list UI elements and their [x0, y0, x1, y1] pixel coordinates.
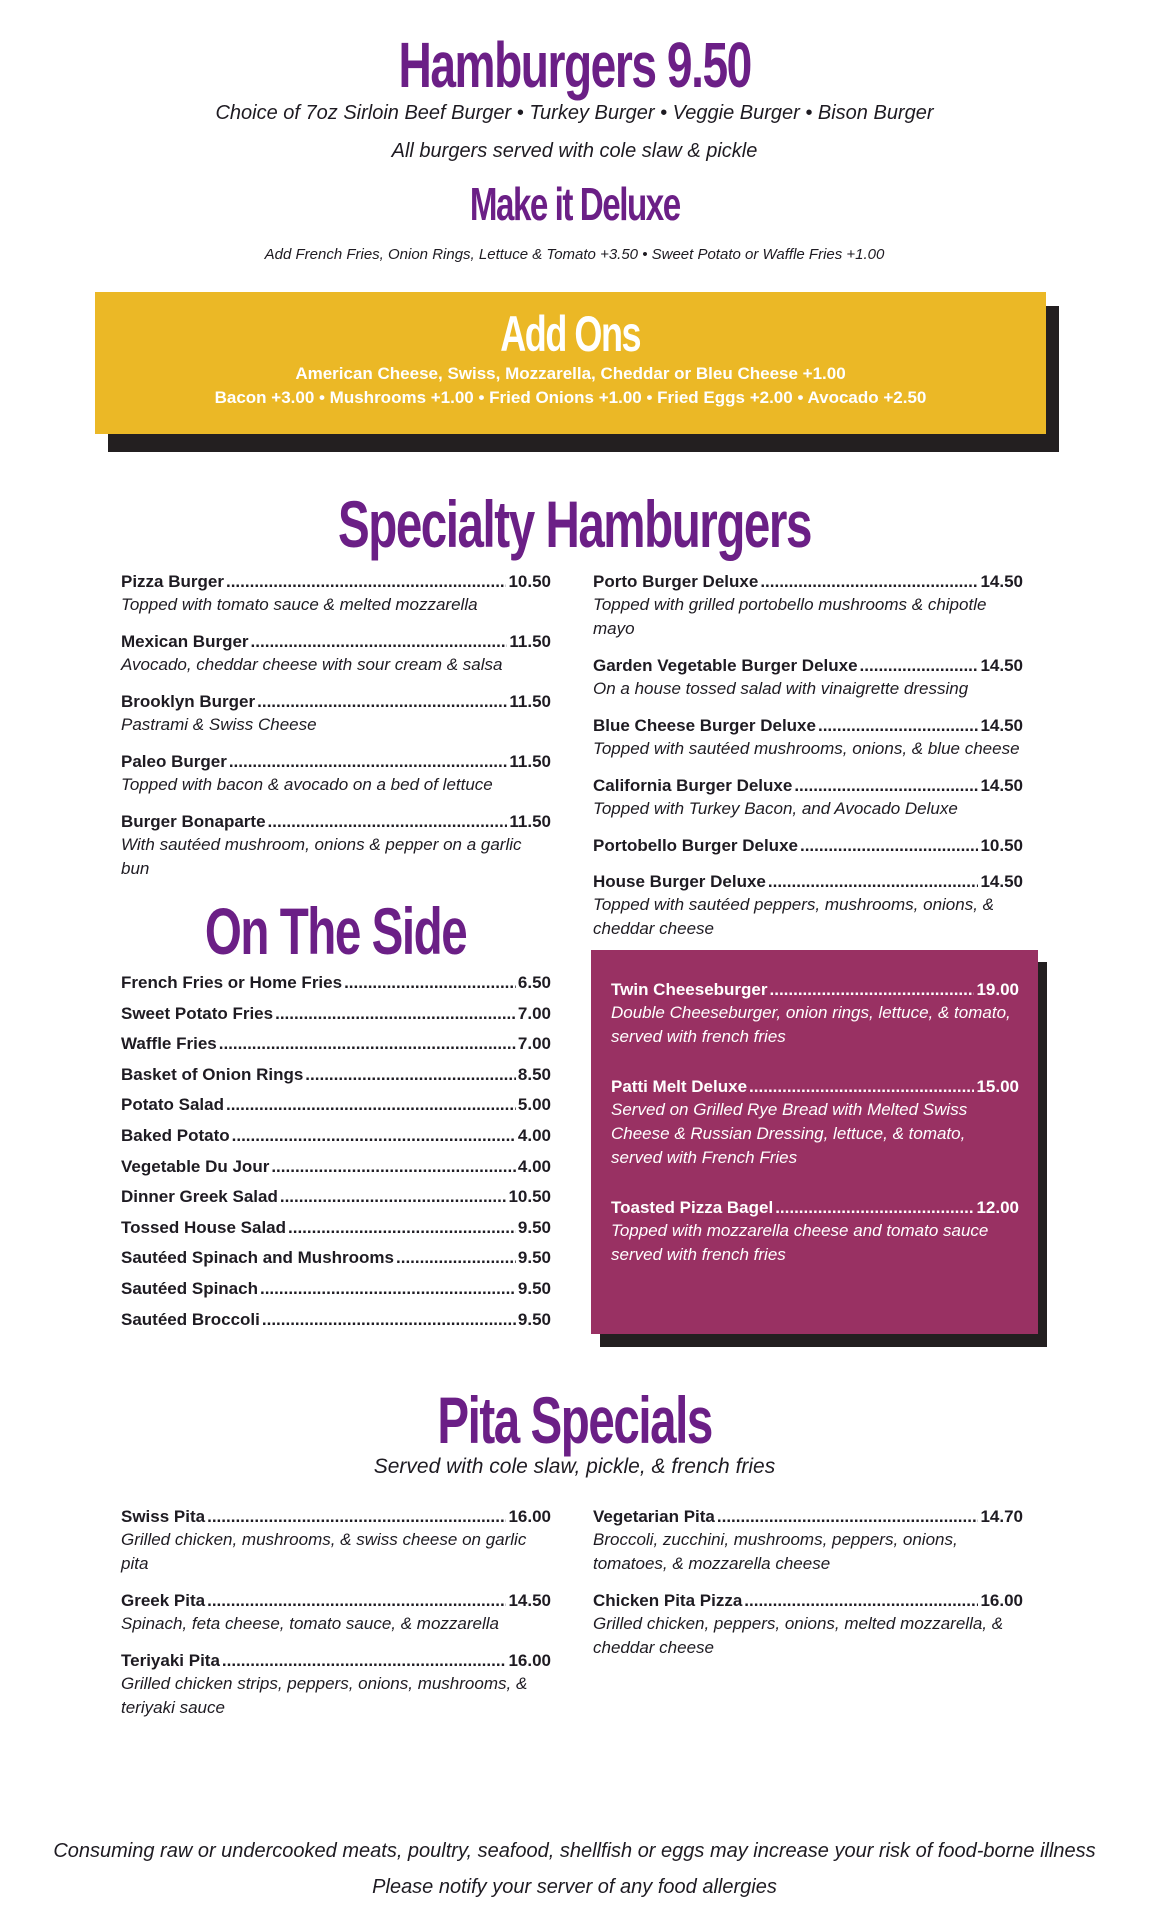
- menu-item: [121, 811, 551, 881]
- combo-list: [611, 979, 1019, 1294]
- menu-item: [121, 972, 551, 994]
- menu-item-row: [121, 571, 551, 593]
- menu-item-description: Served on Grilled Rye Bread with Melted Swiss Cheese & Russian Dressing, lettuce, & tomato, served with French Fries: [611, 1100, 968, 1167]
- dot-leader: [260, 1278, 516, 1300]
- menu-item-name: Blue Cheese Burger Deluxe: [593, 716, 816, 735]
- menu-item-row: [121, 691, 551, 713]
- menu-item-description: Double Cheeseburger, onion rings, lettuce, & tomato, served with french fries: [611, 1003, 1011, 1046]
- menu-item-description: Avocado, cheddar cheese with sour cream & salsa: [121, 655, 503, 674]
- dot-leader: [794, 775, 978, 797]
- menu-item: [121, 1033, 551, 1055]
- menu-item-price: 14.50: [980, 656, 1023, 675]
- specialty-title: Specialty Hamburgers: [338, 487, 811, 561]
- dot-leader: [280, 1186, 507, 1208]
- menu-item-name: Potato Salad: [121, 1095, 224, 1115]
- dot-leader: [749, 1076, 974, 1098]
- dot-leader: [860, 655, 979, 677]
- deluxe-note: Add French Fries, Onion Rings, Lettuce & Tomato +3.50 • Sweet Potato or Waffle Fries +1.00: [264, 246, 885, 263]
- pita-title: Pita Specials: [437, 1383, 712, 1457]
- menu-item-row: [121, 1278, 551, 1300]
- dot-leader: [226, 1094, 516, 1116]
- menu-item: [593, 655, 1023, 701]
- menu-item: [121, 1506, 551, 1576]
- menu-item-price: 9.50: [517, 1309, 551, 1329]
- menu-item-name: Paleo Burger: [121, 752, 227, 771]
- menu-item: [121, 1590, 551, 1636]
- menu-item-price: 11.50: [509, 632, 551, 651]
- pita-subtitle: Served with cole slaw, pickle, & french fries: [373, 1455, 776, 1478]
- menu-item-row: [593, 571, 1023, 593]
- dot-leader: [770, 979, 975, 1001]
- menu-item: [593, 1506, 1023, 1576]
- dot-leader: [305, 1064, 516, 1086]
- menu-item: [593, 775, 1023, 821]
- menu-item-row: [121, 1650, 551, 1672]
- menu-item-row: [121, 1064, 551, 1086]
- menu-item: [121, 1156, 551, 1178]
- menu-item-row: [121, 1186, 551, 1208]
- menu-item-name: Waffle Fries: [121, 1034, 217, 1054]
- dot-leader: [744, 1590, 978, 1612]
- deluxe-title: Make it Deluxe: [469, 178, 680, 230]
- menu-item: [611, 1197, 1019, 1267]
- menu-item: [121, 1278, 551, 1300]
- dot-leader: [717, 1506, 979, 1528]
- menu-item-name: Vegetable Du Jour: [121, 1156, 270, 1176]
- menu-item-row: [593, 715, 1023, 737]
- dot-leader: [800, 835, 978, 857]
- menu-item-price: 6.50: [517, 973, 551, 992]
- menu-item-price: 15.00: [976, 1077, 1019, 1096]
- menu-item-name: California Burger Deluxe: [593, 776, 793, 795]
- menu-item-row: [611, 1197, 1019, 1219]
- menu-item-name: Sautéed Spinach: [121, 1278, 258, 1298]
- menu-item-description: Spinach, feta cheese, tomato sauce, & mozzarella: [121, 1614, 499, 1633]
- menu-item-price: 11.50: [509, 692, 551, 711]
- menu-item: [611, 1076, 1019, 1170]
- menu-item-row: [611, 1076, 1019, 1098]
- dot-leader: [219, 1033, 516, 1055]
- menu-item-description: Topped with sautéed mushrooms, onions, & blue cheese: [593, 739, 1020, 758]
- menu-item: [593, 871, 1023, 941]
- dot-leader: [257, 691, 507, 713]
- menu-item-row: [121, 1094, 551, 1116]
- menu-item-price: 14.50: [980, 776, 1023, 795]
- menu-item-name: House Burger Deluxe: [593, 872, 766, 891]
- menu-item-name: Garden Vegetable Burger Deluxe: [593, 656, 858, 675]
- menu-item-row: [593, 655, 1023, 677]
- menu-item-name: Baked Potato: [121, 1125, 230, 1145]
- menu-item-price: 10.50: [508, 572, 551, 591]
- menu-item-price: 10.50: [508, 1187, 551, 1207]
- menu-item-description: On a house tossed salad with vinaigrette dressing: [593, 679, 969, 698]
- menu-item-name: Patti Melt Deluxe: [611, 1077, 748, 1096]
- menu-item-row: [121, 1506, 551, 1528]
- menu-item-price: 4.00: [517, 1125, 551, 1145]
- menu-item-row: [121, 1309, 551, 1331]
- menu-item-description: With sautéed mushroom, onions & pepper on a garlic bun: [121, 835, 522, 878]
- menu-item-price: 9.50: [517, 1217, 551, 1237]
- dot-leader: [222, 1650, 507, 1672]
- menu-item: [121, 1064, 551, 1086]
- menu-item-name: Twin Cheeseburger: [611, 980, 768, 999]
- menu-item-name: Greek Pita: [121, 1591, 206, 1610]
- menu-item-price: 14.70: [980, 1507, 1023, 1526]
- addons-line-2: Bacon +3.00 • Mushrooms +1.00 • Fried Onions +1.00 • Fried Eggs +2.00 • Avocado +2.50: [214, 388, 927, 407]
- specialty-right-column: [593, 571, 1023, 955]
- menu-item-description: Topped with grilled portobello mushrooms & chipotle mayo: [593, 595, 987, 638]
- dot-leader: [288, 1217, 516, 1239]
- menu-item-price: 7.00: [517, 1003, 551, 1023]
- menu-item-name: Dinner Greek Salad: [121, 1187, 278, 1207]
- dot-leader: [251, 631, 508, 653]
- menu-item-row: [593, 835, 1023, 857]
- menu-item-price: 11.50: [509, 812, 551, 831]
- menu-item-price: 8.50: [517, 1064, 551, 1084]
- menu-item: [121, 1186, 551, 1208]
- menu-item-name: Brooklyn Burger: [121, 692, 256, 711]
- menu-item-price: 16.00: [508, 1507, 551, 1526]
- menu-item-description: Grilled chicken strips, peppers, onions, mushrooms, & teriyaki sauce: [121, 1674, 528, 1717]
- menu-item-price: 16.00: [980, 1591, 1023, 1610]
- dot-leader: [207, 1506, 506, 1528]
- menu-item-description: Topped with sautéed peppers, mushrooms, onions, & cheddar cheese: [593, 895, 995, 938]
- menu-item-price: 14.50: [980, 716, 1023, 735]
- menu-item-name: Burger Bonaparte: [121, 812, 266, 831]
- menu-item-price: 12.00: [976, 1198, 1019, 1217]
- addons-title: Add Ons: [500, 306, 641, 362]
- menu-item-row: [593, 871, 1023, 893]
- menu-item-price: 4.00: [517, 1156, 551, 1176]
- pita-right-column: [593, 1506, 1023, 1674]
- dot-leader: [344, 972, 516, 994]
- menu-item-name: Vegetarian Pita: [593, 1507, 715, 1526]
- menu-item-row: [121, 631, 551, 653]
- menu-item: [121, 1309, 551, 1331]
- burger-served-line: All burgers served with cole slaw & pickle: [391, 140, 758, 162]
- menu-item: [121, 571, 551, 617]
- burger-choice-line: Choice of 7oz Sirloin Beef Burger • Turkey Burger • Veggie Burger • Bison Burger: [215, 102, 934, 124]
- menu-item-price: 14.50: [980, 572, 1023, 591]
- dot-leader: [229, 751, 508, 773]
- menu-item-price: 11.50: [509, 752, 551, 771]
- pita-left-column: [121, 1506, 551, 1734]
- menu-item-name: Chicken Pita Pizza: [593, 1591, 743, 1610]
- specialty-left-column: [121, 571, 551, 895]
- menu-item: [121, 1125, 551, 1147]
- menu-item-description: Broccoli, zucchini, mushrooms, peppers, onions, tomatoes, & mozzarella cheese: [593, 1530, 958, 1573]
- addons-line-1: American Cheese, Swiss, Mozzarella, Cheddar or Bleu Cheese +1.00: [295, 364, 846, 383]
- menu-item-row: [593, 1506, 1023, 1528]
- menu-item-row: [121, 1003, 551, 1025]
- menu-item-name: Toasted Pizza Bagel: [611, 1198, 774, 1217]
- menu-item-description: Grilled chicken, mushrooms, & swiss cheese on garlic pita: [121, 1530, 527, 1573]
- menu-item: [121, 1094, 551, 1116]
- menu-item-description: Topped with bacon & avocado on a bed of lettuce: [121, 775, 493, 794]
- dot-leader: [760, 571, 978, 593]
- menu-item: [121, 691, 551, 737]
- menu-item-price: 14.50: [508, 1591, 551, 1610]
- menu-item: [593, 1590, 1023, 1660]
- allergy-notice: Please notify your server of any food allergies: [372, 1876, 777, 1898]
- dot-leader: [275, 1003, 516, 1025]
- menu-item-description: Topped with Turkey Bacon, and Avocado Deluxe: [593, 799, 958, 818]
- dot-leader: [396, 1247, 516, 1269]
- menu-item: [593, 835, 1023, 857]
- menu-item-row: [121, 751, 551, 773]
- menu-item-row: [593, 775, 1023, 797]
- combo-box: [591, 950, 1038, 1334]
- menu-item-name: French Fries or Home Fries: [121, 973, 343, 992]
- menu-item-name: Sautéed Broccoli: [121, 1309, 260, 1329]
- menu-item: [611, 979, 1019, 1049]
- dot-leader: [262, 1309, 516, 1331]
- menu-item-row: [121, 811, 551, 833]
- menu-item: [121, 1650, 551, 1720]
- menu-item-name: Teriyaki Pita: [121, 1651, 220, 1670]
- menu-item-description: Topped with tomato sauce & melted mozzarella: [121, 595, 478, 614]
- menu-item: [121, 751, 551, 797]
- hamburgers-title: Hamburgers 9.50: [398, 29, 751, 101]
- menu-item-name: Tossed House Salad: [121, 1217, 287, 1237]
- dot-leader: [207, 1590, 506, 1612]
- menu-item-name: Mexican Burger: [121, 632, 249, 651]
- menu-item: [593, 571, 1023, 641]
- menu-item: [121, 1217, 551, 1239]
- addons-banner: [95, 292, 1046, 434]
- menu-item-name: Sweet Potato Fries: [121, 1003, 274, 1023]
- menu-item-row: [121, 1125, 551, 1147]
- menu-item-name: Basket of Onion Rings: [121, 1064, 304, 1084]
- menu-item-name: Sautéed Spinach and Mushrooms: [121, 1248, 394, 1268]
- dot-leader: [775, 1197, 974, 1219]
- menu-item-row: [121, 1156, 551, 1178]
- menu-item: [121, 1003, 551, 1025]
- menu-item-price: 10.50: [980, 836, 1023, 855]
- menu-item-name: Swiss Pita: [121, 1507, 206, 1526]
- menu-item-price: 5.00: [517, 1095, 551, 1115]
- menu-item-description: Pastrami & Swiss Cheese: [121, 715, 317, 734]
- menu-item-name: Porto Burger Deluxe: [593, 572, 759, 591]
- menu-item-row: [611, 979, 1019, 1001]
- dot-leader: [818, 715, 978, 737]
- menu-item-name: Portobello Burger Deluxe: [593, 836, 798, 855]
- dot-leader: [268, 811, 508, 833]
- menu-item-price: 9.50: [517, 1248, 551, 1268]
- menu-item-price: 19.00: [976, 980, 1019, 999]
- menu-item-row: [593, 1590, 1023, 1612]
- dot-leader: [232, 1125, 516, 1147]
- dot-leader: [226, 571, 506, 593]
- menu-item-price: 7.00: [517, 1034, 551, 1054]
- menu-item: [121, 631, 551, 677]
- menu-item-description: Topped with mozzarella cheese and tomato sauce served with french fries: [611, 1221, 989, 1264]
- side-title: On The Side: [205, 894, 467, 968]
- dot-leader: [768, 871, 979, 893]
- menu-item-row: [121, 1247, 551, 1269]
- dot-leader: [271, 1156, 516, 1178]
- menu-item-price: 9.50: [517, 1278, 551, 1298]
- menu-item: [121, 1247, 551, 1269]
- menu-item-row: [121, 972, 551, 994]
- side-list: [121, 972, 551, 1339]
- menu-item-row: [121, 1033, 551, 1055]
- menu-item-row: [121, 1590, 551, 1612]
- menu-item-price: 14.50: [980, 872, 1023, 891]
- menu-item-name: Pizza Burger: [121, 572, 224, 591]
- menu-item-row: [121, 1217, 551, 1239]
- menu-item-price: 16.00: [508, 1651, 551, 1670]
- menu-item-description: Grilled chicken, peppers, onions, melted mozzarella, & cheddar cheese: [593, 1614, 1004, 1657]
- menu-item: [593, 715, 1023, 761]
- food-safety-warning: Consuming raw or undercooked meats, poultry, seafood, shellfish or eggs may increase your risk of food-borne illness: [53, 1840, 1096, 1862]
